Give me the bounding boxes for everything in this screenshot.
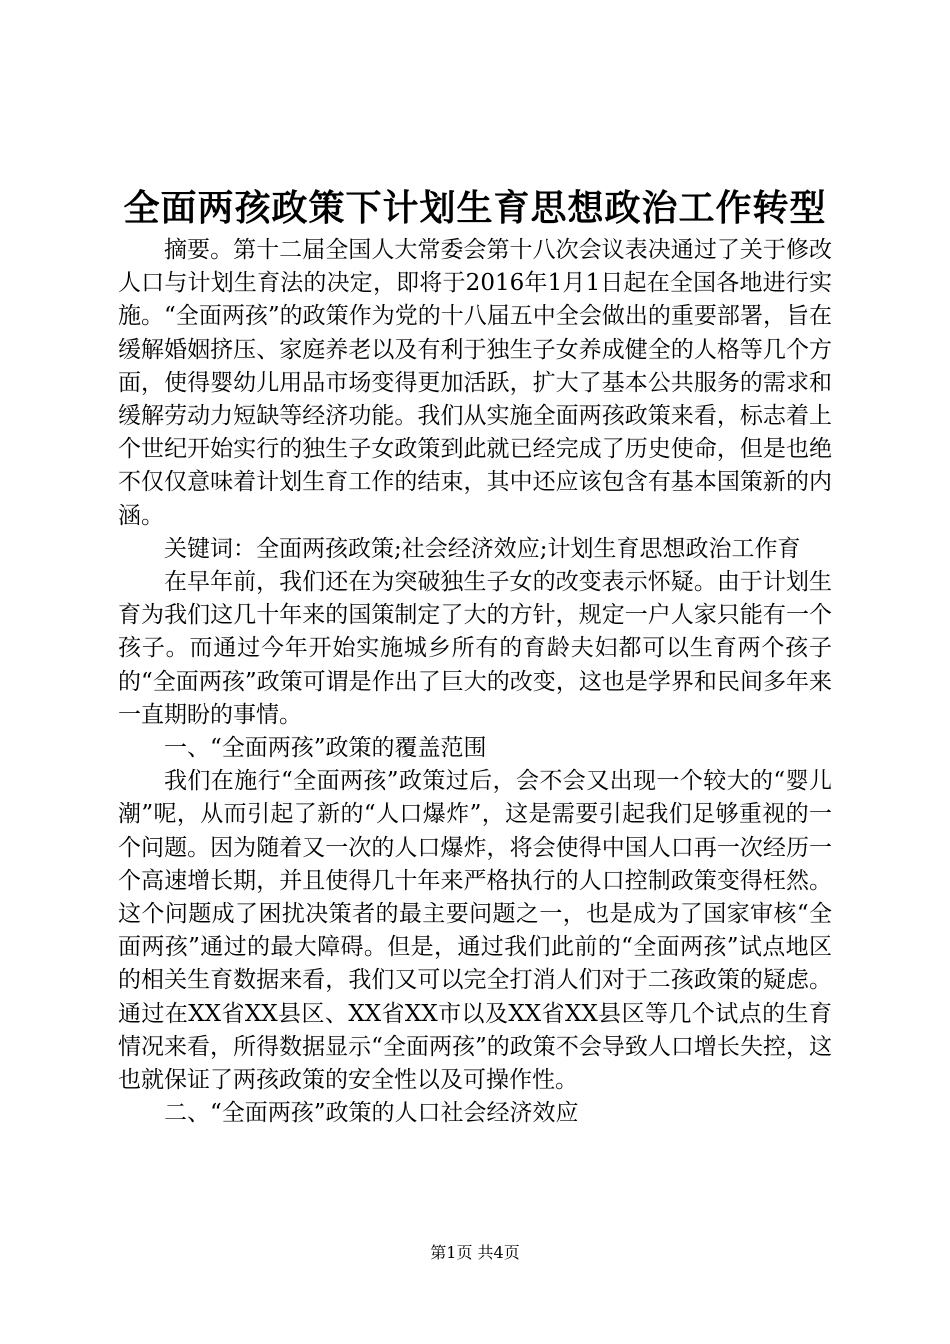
page-footer: 第1页 共4页	[430, 1243, 520, 1262]
abstract-paragraph: 摘要。第十二届全国人大常委会第十八次会议表决通过了关于修改人口与计划生育法的决定，即将于2016年1月1日起在全国各地进行实施。“全面两孩”的政策作为党的十八届五中全会做出的重要部署，旨在缓解婚姻挤压、家庭养老以及有利于独生子女养成健全的人格等几个方面，使得婴幼儿用品市场变得更加活跃，扩大了基本公共服务的需求和缓解劳动力短缺等经济功能。我们从实施全面两孩政策来看，标志着上个世纪开始实行的独生子女政策到此就已经完成了历史使命，但是也绝不仅仅意味着计划生育工作的结束，其中还应该包含有基本国策新的内涵。	[118, 237, 832, 529]
keywords-paragraph: 关键词：全面两孩政策;社会经济效应;计划生育思想政治工作育	[164, 535, 801, 562]
document-title: 全面两孩政策下计划生育思想政治工作转型	[123, 187, 827, 229]
section-heading-2: 二、“全面两孩”政策的人口社会经济效应	[164, 1100, 579, 1127]
section-heading-1: 一、“全面两孩”政策的覆盖范围	[164, 735, 487, 762]
intro-paragraph: 在早年前，我们还在为突破独生子女的改变表示怀疑。由于计划生育为我们这几十年来的国策制定了大的方针，规定一户人家只能有一个孩子。而通过今年开始实施城乡所有的育龄夫妇都可以生育两个孩子的“全面两孩”政策可谓是作出了巨大的改变，这也是学界和民间多年来一直期盼的事情。	[118, 569, 832, 728]
section-1-paragraph: 我们在施行“全面两孩”政策过后，会不会又出现一个较大的“婴儿潮”呢，从而引起了新的“人口爆炸”，这是需要引起我们足够重视的一个问题。因为随着又一次的人口爆炸，将会使得中国人口再一次经历一个高速增长期，并且使得几十年来严格执行的人口控制政策变得枉然。这个问题成了困扰决策者的最主要问题之一，也是成为了国家审核“全面两孩”通过的最大障碍。但是，通过我们此前的“全面两孩”试点地区的相关生育数据来看，我们又可以完全打消人们对于二孩政策的疑虑。通过在XX省XX县区、XX省XX市以及XX省XX县区等几个试点的生育情况来看，所得数据显示“全面两孩”的政策不会导致人口增长失控，这也就保证了两孩政策的安全性以及可操作性。	[118, 768, 832, 1094]
document-body	[118, 234, 832, 1130]
